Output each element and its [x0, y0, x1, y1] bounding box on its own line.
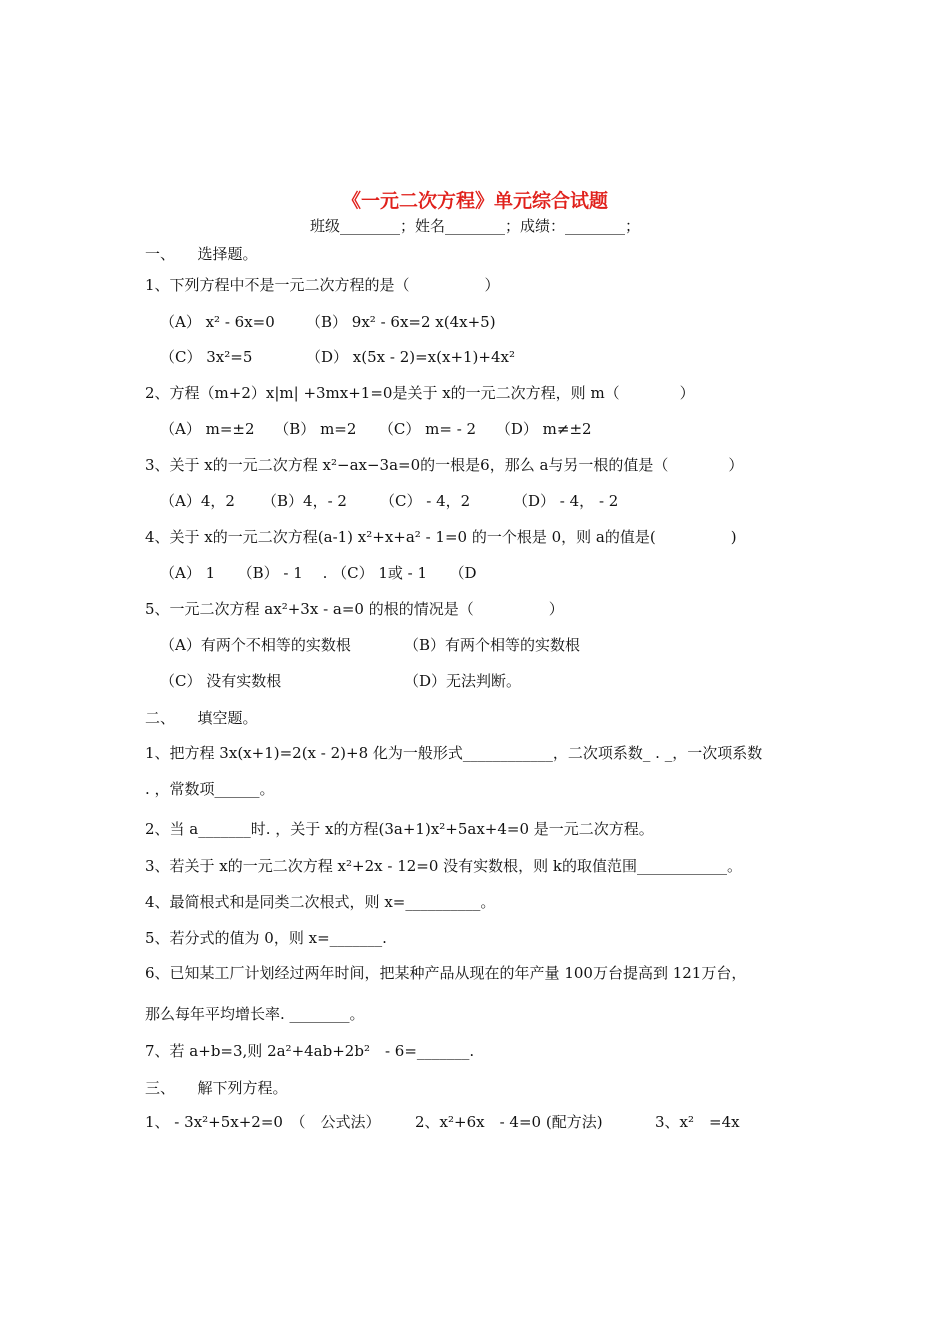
q4-options: （A） 1 （B） - 1 . （C） 1或 - 1 （D — [160, 564, 477, 582]
q3-option-d: （D） - 4， - 2 — [513, 492, 619, 510]
q1-option-d: （D） x(5x - 2)=x(x+1)+4x² — [306, 348, 515, 366]
solve-1: 1、 - 3x²+5x+2=0 （ 公式法） — [145, 1113, 381, 1131]
solve-3: 3、x² =4x — [655, 1113, 740, 1131]
fill-6-continued: 那么每年平均增长率. ________。 — [145, 1005, 365, 1023]
solve-2: 2、x²+6x - 4=0 (配方法) — [415, 1113, 603, 1131]
fill-1: 1、把方程 3x(x+1)=2(x - 2)+8 化为一般形式____________，二次项系数_ . _，一次项系数 — [145, 744, 763, 762]
fill-3: 3、若关于 x的一元二次方程 x²+2x - 12=0 没有实数根，则 k的取值范围____________。 — [145, 857, 743, 875]
question-3: 3、关于 x的一元二次方程 x²−ax−3a=0的一根是6，那么 a与另一根的值是（ ） — [145, 456, 744, 474]
q3-option-c: （C） - 4，2 — [380, 492, 471, 510]
question-2: 2、方程（m+2）x|m| +3mx+1=0是关于 x的一元二次方程，则 m（ ） — [145, 384, 695, 402]
section-3-heading: 三、 解下列方程。 — [145, 1079, 288, 1097]
fill-5: 5、若分式的值为 0，则 x=_______. — [145, 929, 387, 947]
q5-option-a: （A）有两个不相等的实数根 — [160, 636, 351, 654]
q2-options: （A） m=±2 （B） m=2 （C） m= - 2 （D） m≠±2 — [160, 420, 592, 438]
q1-option-b: （B） 9x² - 6x=2 x(4x+5) — [306, 313, 496, 331]
q5-option-b: （B）有两个相等的实数根 — [404, 636, 581, 654]
section-1-heading: 一、 选择题。 — [145, 245, 258, 263]
q3-option-b: （B）4，- 2 — [262, 492, 347, 510]
section-2-heading: 二、 填空题。 — [145, 709, 258, 727]
q1-option-c: （C） 3x²=5 — [160, 348, 253, 366]
fill-2: 2、当 a_______时. ，关于 x的方程(3a+1)x²+5ax+4=0 是一元二次方程。 — [145, 820, 654, 838]
fill-7: 7、若 a+b=3,则 2a²+4ab+2b² - 6=_______. — [145, 1042, 475, 1060]
q3-option-a: （A）4，2 — [160, 492, 235, 510]
q1-option-a: （A） x² - 6x=0 — [160, 313, 275, 331]
q5-option-c: （C） 没有实数根 — [160, 672, 282, 690]
q5-option-d: （D）无法判断。 — [404, 672, 522, 690]
question-1: 1、下列方程中不是一元二次方程的是（ ） — [145, 276, 500, 294]
fill-6: 6、已知某工厂计划经过两年时间，把某种产品从现在的年产量 100万台提高到 121万台， — [145, 964, 747, 982]
fill-4: 4、最简根式和是同类二次根式，则 x=__________。 — [145, 893, 496, 911]
question-5: 5、一元二次方程 ax²+3x - a=0 的根的情况是（ ） — [145, 600, 564, 618]
fill-1-continued: . ，常数项______。 — [145, 780, 275, 798]
student-info-line: 班级________；姓名________；成绩：________； — [309, 217, 640, 235]
page-title: 《一元二次方程》单元综合试题 — [341, 190, 608, 212]
question-4: 4、关于 x的一元二次方程(a-1) x²+x+a² - 1=0 的一个根是 0，则 a的值是( ) — [145, 528, 737, 546]
